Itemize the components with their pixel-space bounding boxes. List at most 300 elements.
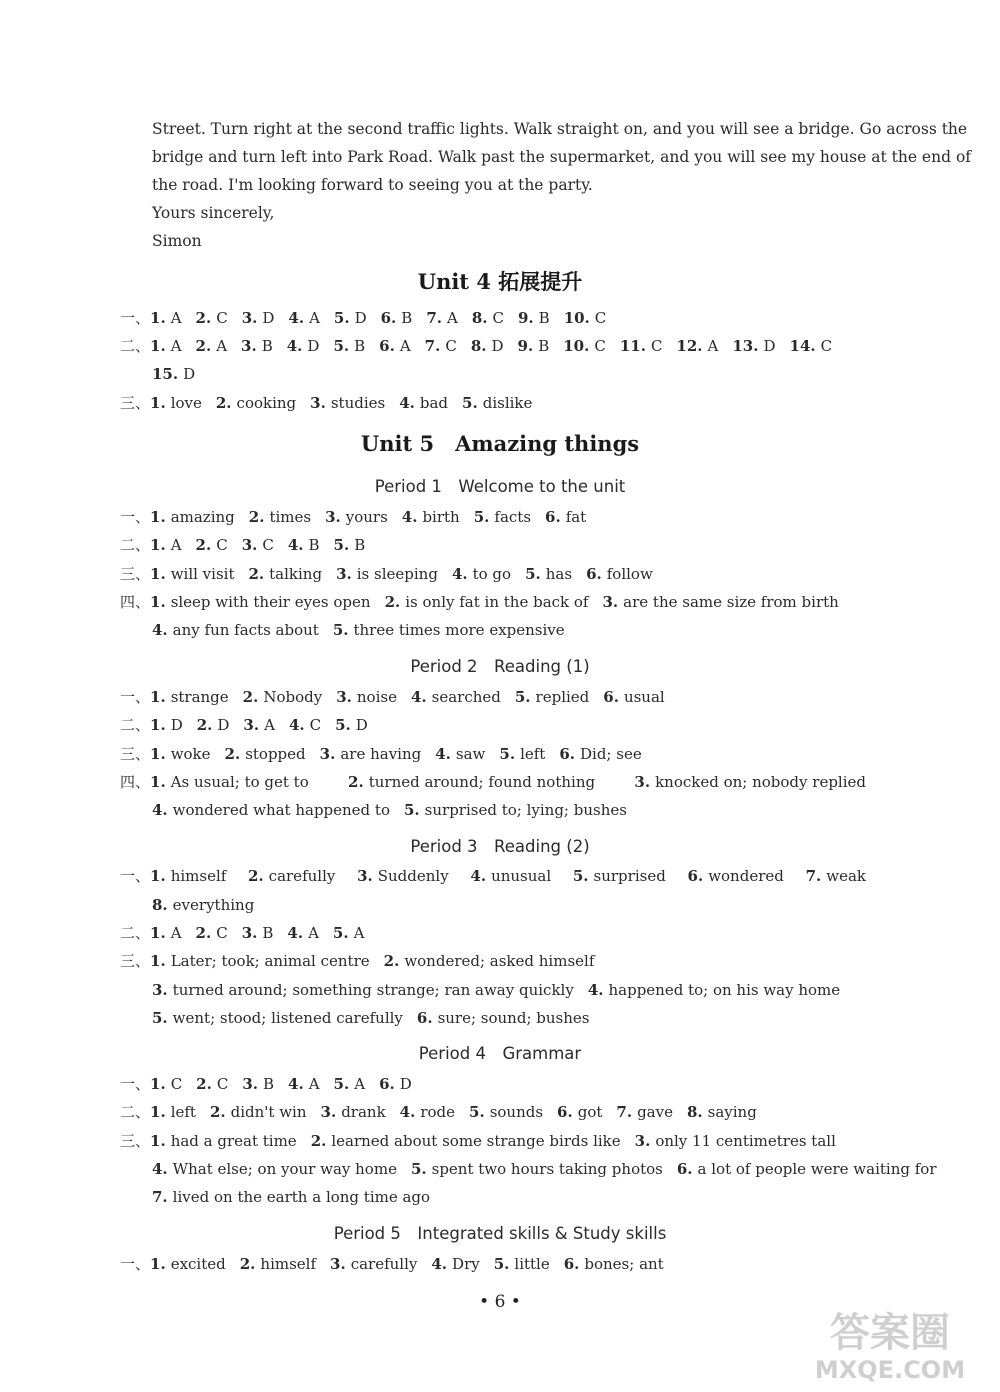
- answer-text: C: [445, 337, 457, 355]
- answer-number: 4.: [451, 565, 468, 583]
- answer-item: [152, 1187, 430, 1207]
- answer-text: has: [545, 565, 573, 583]
- section-row-continued: [152, 1008, 603, 1028]
- answer-number: 1.: [150, 337, 166, 355]
- answer-number: 7.: [616, 1103, 633, 1121]
- answer-list: [152, 1188, 444, 1206]
- answer-number: 7.: [424, 337, 441, 355]
- answer-item: [216, 393, 296, 413]
- period-title: Period 5 Integrated skills & Study skills: [333, 1224, 667, 1243]
- answer-text: wondered: [708, 867, 784, 885]
- answer-text: A: [170, 924, 182, 942]
- answer-text: little: [514, 1255, 550, 1273]
- answer-text: C: [216, 924, 228, 942]
- answer-text: fat: [565, 508, 587, 526]
- answer-item: [196, 923, 228, 943]
- answer-item: [242, 1074, 274, 1094]
- answer-number: 4.: [288, 309, 305, 327]
- answer-text: birth: [422, 508, 460, 526]
- answer-number: 4.: [399, 1103, 416, 1121]
- answer-item: [248, 564, 322, 584]
- section-row-continued: [152, 1187, 444, 1207]
- section-row: [120, 564, 667, 584]
- answer-number: 3.: [241, 924, 258, 942]
- answer-item: [417, 1008, 590, 1028]
- answer-text: stopped: [245, 745, 306, 763]
- answer-number: 8.: [152, 896, 168, 914]
- answer-item: [379, 336, 411, 356]
- answer-number: 5.: [333, 536, 350, 554]
- answer-item: [603, 687, 664, 707]
- answer-item: [196, 336, 228, 356]
- answer-item: [474, 507, 531, 527]
- answer-item: [310, 393, 385, 413]
- answer-item: [586, 564, 653, 584]
- answer-item: [150, 1131, 297, 1151]
- answer-number: 5.: [493, 1255, 510, 1273]
- answer-number: 5.: [332, 924, 349, 942]
- answer-number: 6.: [563, 1255, 580, 1273]
- answer-number: 6.: [380, 309, 397, 327]
- answer-number: 6.: [545, 508, 561, 526]
- period-title: Period 4 Grammar: [418, 1044, 582, 1063]
- letter-line: the road. I'm looking forward to seeing you at the party.: [152, 176, 593, 194]
- answer-number: 3.: [634, 1132, 651, 1150]
- answer-text: any fun facts about: [172, 621, 319, 639]
- answer-number: 1.: [150, 1103, 166, 1121]
- answer-number: 1.: [150, 1132, 166, 1150]
- answer-item: [472, 308, 504, 328]
- unit4-heading: Unit 4 拓展提升: [417, 269, 583, 294]
- answer-number: 3.: [336, 565, 352, 583]
- watermark-logo-text: 答案圈: [830, 1310, 950, 1356]
- answer-text: B: [308, 536, 320, 554]
- answer-text: D: [354, 309, 367, 327]
- answer-text: A: [353, 924, 365, 942]
- answer-item: [469, 1102, 543, 1122]
- section-label: 四、: [120, 593, 151, 611]
- answer-item: [288, 1074, 320, 1094]
- answer-number: 1.: [150, 924, 166, 942]
- answer-item: [320, 744, 422, 764]
- answer-item: [242, 535, 274, 555]
- answer-item: [150, 951, 370, 971]
- answer-list: [152, 1009, 603, 1027]
- answer-number: 4.: [470, 867, 487, 885]
- answer-text: usual: [623, 688, 665, 706]
- answer-text: dislike: [482, 394, 533, 412]
- answer-item: [288, 308, 320, 328]
- answer-text: everything: [172, 896, 255, 914]
- answer-number: 5.: [333, 337, 350, 355]
- answer-item: [196, 308, 228, 328]
- answer-text: A: [170, 337, 182, 355]
- answer-number: 3.: [152, 981, 168, 999]
- section-label: 四、: [120, 773, 151, 791]
- answer-text: D: [183, 365, 196, 383]
- letter-line: bridge and turn left into Park Road. Walk past the supermarket, and you will see my house at the end of: [152, 148, 972, 166]
- page-number: • 6 •: [479, 1292, 521, 1312]
- answer-number: 3.: [310, 394, 326, 412]
- answer-item: [381, 308, 413, 328]
- answer-text: spent two hours taking photos: [431, 1160, 663, 1178]
- answer-text: learned about some strange birds like: [331, 1132, 621, 1150]
- answer-text: Did; see: [580, 745, 642, 763]
- answer-item: [616, 1102, 673, 1122]
- answer-item: [426, 308, 458, 328]
- answer-text: is only fat in the back of: [405, 593, 589, 611]
- answer-text: C: [216, 536, 228, 554]
- answer-item: [241, 336, 273, 356]
- answer-number: 4.: [286, 337, 303, 355]
- answer-item: [152, 895, 254, 915]
- answer-number: 6.: [603, 688, 619, 706]
- period-title: Period 1 Welcome to the unit: [374, 477, 626, 496]
- letter-line: Street. Turn right at the second traffic lights. Walk straight on, and you will see a bridge. Go across the: [152, 120, 968, 138]
- answer-text: C: [594, 337, 606, 355]
- section-row: [120, 687, 679, 707]
- answer-text: weak: [826, 867, 866, 885]
- answer-number: 2.: [248, 565, 265, 583]
- unit5-heading: Unit 5 Amazing things: [360, 431, 640, 456]
- answer-item: [150, 923, 182, 943]
- answer-number: 2.: [248, 508, 265, 526]
- answer-text: surprised to; lying; bushes: [424, 801, 627, 819]
- answer-text: C: [216, 309, 228, 327]
- answer-text: turned around; found nothing: [368, 773, 596, 791]
- answer-item: [248, 866, 335, 886]
- answer-text: D: [763, 337, 776, 355]
- answer-number: 1.: [150, 716, 166, 734]
- answer-number: 4.: [287, 536, 304, 554]
- answer-item: [470, 866, 551, 886]
- answer-text: A: [308, 1075, 320, 1093]
- section-row: [120, 336, 846, 356]
- answer-number: 3.: [243, 716, 260, 734]
- answer-text: B: [261, 337, 273, 355]
- answer-text: C: [216, 1075, 229, 1093]
- answer-item: [150, 1254, 226, 1274]
- answer-number: 2.: [196, 1075, 212, 1093]
- answer-list: [150, 866, 880, 886]
- answer-text: C: [594, 309, 607, 327]
- section-label: 一、: [120, 688, 151, 706]
- answer-list: [150, 337, 846, 355]
- answer-item: [150, 1074, 182, 1094]
- watermark-logo: [790, 1300, 990, 1384]
- answer-text: searched: [431, 688, 501, 706]
- answer-number: 10.: [563, 337, 590, 355]
- section-label: 二、: [120, 924, 151, 942]
- answer-number: 1.: [150, 593, 166, 611]
- answer-number: 13.: [732, 337, 759, 355]
- answer-text: D: [217, 716, 230, 734]
- answer-number: 4.: [288, 1075, 304, 1093]
- section-label: 二、: [120, 536, 151, 554]
- section-row: [120, 535, 379, 555]
- answer-text: carefully: [350, 1255, 418, 1273]
- answer-list: [152, 801, 641, 819]
- answer-number: 2.: [195, 309, 212, 327]
- answer-number: 2.: [196, 716, 213, 734]
- answer-text: replied: [535, 688, 590, 706]
- answer-text: A: [216, 337, 228, 355]
- answer-list: [150, 1132, 850, 1150]
- section-label: 三、: [120, 565, 151, 583]
- answer-item: [333, 620, 565, 640]
- section-row: [120, 1102, 771, 1122]
- answer-text: Dry: [452, 1255, 480, 1273]
- answer-item: [150, 744, 211, 764]
- answer-item: [325, 507, 388, 527]
- answer-number: 3.: [336, 688, 352, 706]
- answer-number: 2.: [195, 924, 212, 942]
- answer-number: 3.: [241, 309, 258, 327]
- answer-number: 1.: [150, 952, 166, 970]
- answer-text: a lot of people were waiting for: [697, 1160, 937, 1178]
- answer-number: 6.: [559, 745, 575, 763]
- answer-number: 5.: [335, 716, 351, 734]
- answer-item: [334, 1074, 366, 1094]
- section-row: [120, 772, 880, 792]
- answer-number: 4.: [431, 1255, 448, 1273]
- answer-item: [806, 866, 866, 886]
- answer-item: [588, 980, 840, 1000]
- answer-item: [411, 1159, 663, 1179]
- answer-item: [499, 744, 545, 764]
- answer-item: [288, 535, 320, 555]
- answer-list: [152, 1159, 937, 1179]
- answer-text: unusual: [491, 867, 552, 885]
- answer-text: D: [262, 309, 275, 327]
- answer-text: carefully: [268, 867, 336, 885]
- answer-item: [152, 620, 319, 640]
- answer-text: facts: [494, 508, 532, 526]
- section-row: [120, 866, 880, 886]
- answer-item: [196, 1074, 228, 1094]
- answer-number: 6.: [379, 1075, 395, 1093]
- answer-number: 4.: [288, 716, 305, 734]
- section-row: [120, 951, 608, 971]
- answer-list: [150, 745, 656, 763]
- section-label: 三、: [120, 1132, 151, 1150]
- answer-text: times: [269, 508, 312, 526]
- answer-number: 4.: [399, 394, 415, 412]
- answer-list: [150, 536, 379, 554]
- answer-list: [150, 565, 667, 583]
- answer-item: [634, 772, 866, 792]
- answer-list: [150, 716, 382, 734]
- answer-text: C: [170, 1075, 183, 1093]
- answer-text: saw: [455, 745, 486, 763]
- section-row-continued: [152, 620, 579, 640]
- letter-closing: Yours sincerely,: [152, 204, 275, 222]
- answer-item: [515, 687, 589, 707]
- answer-item: [334, 308, 367, 328]
- answer-text: woke: [170, 745, 211, 763]
- answer-item: [243, 687, 323, 707]
- answer-item: [602, 592, 838, 612]
- answer-number: 9.: [517, 309, 534, 327]
- section-label: 一、: [120, 508, 151, 526]
- answer-number: 5.: [514, 688, 531, 706]
- answer-item: [321, 1102, 386, 1122]
- answer-text: talking: [269, 565, 323, 583]
- answer-text: A: [354, 1075, 366, 1093]
- answer-text: is sleeping: [356, 565, 438, 583]
- answer-number: 7.: [805, 867, 822, 885]
- answer-text: amazing: [170, 508, 235, 526]
- answer-number: 3.: [634, 773, 651, 791]
- answer-number: 5.: [473, 508, 490, 526]
- section-label: 二、: [120, 716, 151, 734]
- answer-number: 2.: [239, 1255, 256, 1273]
- answer-item: [379, 1074, 412, 1094]
- answer-text: lived on the earth a long time ago: [172, 1188, 431, 1206]
- answer-number: 3.: [325, 508, 341, 526]
- answer-text: B: [354, 337, 366, 355]
- answer-number: 2.: [209, 1103, 226, 1121]
- answer-item: [399, 393, 448, 413]
- answer-item: [152, 1008, 403, 1028]
- answer-text: only 11 centimetres tall: [655, 1132, 836, 1150]
- answer-text: knocked on; nobody replied: [655, 773, 867, 791]
- answer-list: [150, 1103, 771, 1121]
- answer-text: A: [446, 309, 458, 327]
- answer-text: A: [264, 716, 275, 734]
- answer-number: 10.: [563, 309, 590, 327]
- answer-number: 3.: [319, 745, 336, 763]
- answer-number: 1.: [150, 508, 166, 526]
- answer-number: 5.: [572, 867, 589, 885]
- answer-text: B: [538, 309, 550, 327]
- section-row: [120, 1131, 850, 1151]
- answer-list: [150, 1075, 426, 1093]
- answer-text: three times more expensive: [353, 621, 565, 639]
- answer-item: [333, 923, 365, 943]
- answer-number: 6.: [676, 1160, 693, 1178]
- answer-text: C: [820, 337, 833, 355]
- answer-item: [150, 866, 226, 886]
- section-row-continued: [152, 364, 209, 384]
- section-row: [120, 744, 656, 764]
- answer-text: to go: [472, 565, 512, 583]
- answer-number: 3.: [241, 337, 257, 355]
- answer-item: [545, 507, 586, 527]
- answer-item: [677, 1159, 937, 1179]
- answer-number: 4.: [401, 508, 418, 526]
- section-label: 一、: [120, 867, 151, 885]
- answer-list: [150, 688, 679, 706]
- answer-item: [287, 336, 320, 356]
- answer-text: bones; ant: [584, 1255, 664, 1273]
- answer-text: A: [309, 309, 320, 327]
- answer-number: 2.: [195, 536, 212, 554]
- answer-number: 2.: [383, 952, 400, 970]
- answer-text: sounds: [489, 1103, 544, 1121]
- answer-number: 4.: [587, 981, 604, 999]
- answer-number: 14.: [789, 337, 816, 355]
- answer-item: [333, 336, 365, 356]
- answer-item: [287, 923, 319, 943]
- answer-text: A: [170, 309, 182, 327]
- answer-item: [150, 308, 182, 328]
- answer-item: [152, 980, 574, 1000]
- answer-text: cooking: [236, 394, 297, 412]
- answer-item: [150, 772, 309, 792]
- answer-number: 1.: [150, 773, 166, 791]
- answer-number: 5.: [333, 309, 350, 327]
- answer-item: [435, 744, 485, 764]
- section-label: 二、: [120, 1103, 151, 1121]
- answer-number: 5.: [333, 1075, 350, 1093]
- answer-text: D: [399, 1075, 412, 1093]
- answer-text: C: [492, 309, 504, 327]
- answer-number: 4.: [410, 688, 427, 706]
- answer-item: [402, 507, 460, 527]
- section-label: 一、: [120, 309, 151, 327]
- answer-item: [289, 715, 321, 735]
- answer-item: [688, 866, 784, 886]
- answer-item: [197, 715, 230, 735]
- answer-item: [790, 336, 833, 356]
- answer-item: [635, 1131, 836, 1151]
- answer-number: 3.: [241, 536, 258, 554]
- answer-list: [150, 309, 620, 327]
- answer-item: [242, 923, 274, 943]
- section-row: [120, 592, 853, 612]
- answer-text: A: [707, 337, 719, 355]
- answer-text: Nobody: [263, 688, 323, 706]
- answer-text: left: [520, 745, 546, 763]
- section-row: [120, 1254, 678, 1274]
- answer-text: himself: [260, 1255, 317, 1273]
- section-row: [120, 1074, 426, 1094]
- answer-number: 3.: [242, 1075, 258, 1093]
- section-row-continued: [152, 800, 641, 820]
- answer-number: 1.: [150, 536, 166, 554]
- answer-text: had a great time: [170, 1132, 297, 1150]
- answer-text: surprised: [593, 867, 666, 885]
- answer-number: 15.: [152, 365, 179, 383]
- section-row-continued: [152, 1159, 937, 1179]
- section-label: 三、: [120, 952, 151, 970]
- answer-text: bad: [419, 394, 449, 412]
- answer-item: [311, 1131, 621, 1151]
- answer-number: 8.: [471, 309, 488, 327]
- answer-number: 5.: [469, 1103, 485, 1121]
- answer-text: What else; on your way home: [172, 1160, 397, 1178]
- answer-item: [494, 1254, 550, 1274]
- answer-number: 5.: [462, 394, 478, 412]
- answer-number: 8.: [686, 1103, 703, 1121]
- answer-text: Later; took; animal centre: [170, 952, 370, 970]
- answer-text: love: [170, 394, 202, 412]
- answer-text: will visit: [170, 565, 235, 583]
- answer-item: [150, 535, 182, 555]
- answer-text: sleep with their eyes open: [170, 593, 371, 611]
- answer-item: [330, 1254, 417, 1274]
- answer-item: [573, 866, 666, 886]
- answer-list: [150, 1255, 678, 1273]
- answer-item: [150, 715, 183, 735]
- answer-number: 1.: [150, 1255, 166, 1273]
- answer-number: 6.: [586, 565, 602, 583]
- answer-item: [150, 1102, 196, 1122]
- section-row: [120, 393, 546, 413]
- answer-item: [336, 564, 438, 584]
- answer-text: sure; sound; bushes: [437, 1009, 590, 1027]
